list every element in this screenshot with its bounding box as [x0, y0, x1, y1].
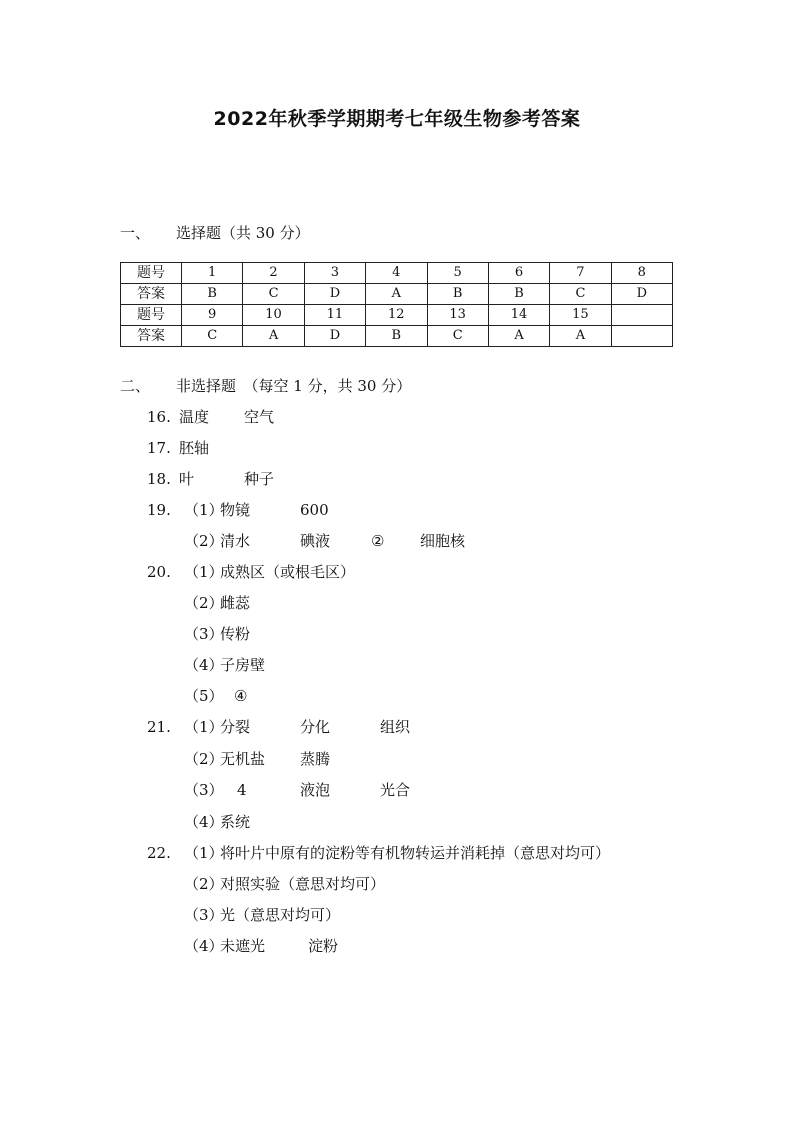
- question-number: 16.: [147, 408, 171, 426]
- table-cell: 5: [427, 263, 488, 284]
- answer-text: 细胞核: [420, 532, 466, 550]
- answer-q18: [0, 468, 794, 490]
- answer-text: 光（意思对均可）: [220, 906, 341, 924]
- answer-text: 4: [237, 781, 247, 799]
- part-label: （3）: [184, 781, 224, 799]
- table-row-header: 题号: [121, 263, 182, 284]
- answer-text: 无机盐: [220, 750, 266, 768]
- part-label: （1）: [184, 718, 224, 736]
- answer-q20-part2: [0, 592, 794, 614]
- answer-text: 分裂: [220, 718, 251, 736]
- answer-q21-part1: [0, 716, 794, 738]
- table-row: [121, 263, 673, 284]
- table-cell: [611, 326, 672, 347]
- question-number: 22.: [147, 844, 171, 862]
- table-cell: 4: [366, 263, 427, 284]
- answer-q16: [0, 406, 794, 428]
- answer-text: ②: [371, 532, 385, 550]
- answer-text: 空气: [244, 408, 275, 426]
- answer-text: 成熟区（或根毛区）: [220, 563, 356, 581]
- table-cell: 2: [243, 263, 304, 284]
- table-cell: 12: [366, 305, 427, 326]
- table-cell: D: [611, 284, 672, 305]
- answer-text: 温度: [179, 408, 210, 426]
- table-cell: A: [243, 326, 304, 347]
- table-cell: C: [427, 326, 488, 347]
- part-label: （2）: [184, 750, 224, 768]
- answer-q22-part3: [0, 904, 794, 926]
- answer-text: 蒸腾: [300, 750, 331, 768]
- section-1-label: 选择题（共 30 分）: [176, 224, 310, 242]
- table-cell: 7: [550, 263, 611, 284]
- table-cell: B: [366, 326, 427, 347]
- question-number: 19.: [147, 501, 171, 519]
- table-cell: 13: [427, 305, 488, 326]
- answer-q22-part2: [0, 873, 794, 895]
- answer-q20-part5: [0, 685, 794, 707]
- answer-q22-part1: [0, 842, 794, 864]
- section-1-heading: [120, 222, 310, 243]
- table-cell: A: [488, 326, 549, 347]
- answer-q20-part1: [0, 561, 794, 583]
- answer-text: 分化: [300, 718, 331, 736]
- answer-text: 叶: [179, 470, 195, 488]
- answer-q19-part2: [0, 530, 794, 552]
- part-label: （3）: [184, 625, 224, 643]
- table-cell: 6: [488, 263, 549, 284]
- answer-text: ④: [234, 687, 248, 705]
- table-cell: B: [488, 284, 549, 305]
- answer-text: 种子: [244, 470, 275, 488]
- answer-text: 雌蕊: [220, 594, 251, 612]
- answer-text: 物镜: [220, 501, 251, 519]
- answer-q19-part1: [0, 499, 794, 521]
- table-cell: D: [304, 284, 365, 305]
- answer-q20-part4: [0, 654, 794, 676]
- table-cell: 9: [182, 305, 243, 326]
- section-2-heading: [120, 375, 411, 396]
- answer-text: 子房壁: [220, 656, 266, 674]
- answer-text: 系统: [220, 813, 251, 831]
- answer-text: 光合: [380, 781, 411, 799]
- question-number: 21.: [147, 718, 171, 736]
- question-number: 20.: [147, 563, 171, 581]
- answer-q20-part3: [0, 623, 794, 645]
- table-row: [121, 326, 673, 347]
- table-cell: 14: [488, 305, 549, 326]
- table-cell: [611, 305, 672, 326]
- answer-text: 淀粉: [308, 937, 339, 955]
- table-cell: B: [427, 284, 488, 305]
- table-cell: C: [243, 284, 304, 305]
- answer-q22-part4: [0, 935, 794, 957]
- answer-text: 清水: [220, 532, 251, 550]
- answer-text: 将叶片中原有的淀粉等有机物转运并消耗掉（意思对均可）: [220, 844, 611, 862]
- part-label: （5）: [184, 687, 224, 705]
- section-2-number: 二、: [120, 377, 151, 395]
- section-1-number: 一、: [120, 224, 151, 242]
- table-cell: C: [550, 284, 611, 305]
- part-label: （1）: [184, 501, 224, 519]
- table-row-header: 答案: [121, 284, 182, 305]
- answer-q21-part2: [0, 748, 794, 770]
- part-label: （4）: [184, 937, 224, 955]
- table-cell: 1: [182, 263, 243, 284]
- table-cell: B: [182, 284, 243, 305]
- part-label: （1）: [184, 563, 224, 581]
- part-label: （4）: [184, 813, 224, 831]
- answer-text: 碘液: [300, 532, 331, 550]
- table-cell: 11: [304, 305, 365, 326]
- table-row-header: 题号: [121, 305, 182, 326]
- part-label: （1）: [184, 844, 224, 862]
- answer-text: 液泡: [300, 781, 331, 799]
- answer-text: 组织: [380, 718, 411, 736]
- answer-text: 未遮光: [220, 937, 266, 955]
- table-cell: 8: [611, 263, 672, 284]
- table-row: [121, 284, 673, 305]
- part-label: （3）: [184, 906, 224, 924]
- question-number: 18.: [147, 470, 171, 488]
- answer-q21-part4: [0, 811, 794, 833]
- table-row: [121, 305, 673, 326]
- table-cell: C: [182, 326, 243, 347]
- section-2-label: 非选择题 （每空 1 分，共 30 分）: [176, 377, 412, 395]
- answer-text: 胚轴: [179, 439, 210, 457]
- table-cell: D: [304, 326, 365, 347]
- part-label: （4）: [184, 656, 224, 674]
- part-label: （2）: [184, 875, 224, 893]
- table-cell: 10: [243, 305, 304, 326]
- answer-q17: [0, 437, 794, 459]
- table-cell: 3: [304, 263, 365, 284]
- page-title: 2022年秋季学期期考七年级生物参考答案: [213, 108, 581, 130]
- part-label: （2）: [184, 532, 224, 550]
- multiple-choice-answer-table: [120, 262, 673, 347]
- question-number: 17.: [147, 439, 171, 457]
- table-cell: 15: [550, 305, 611, 326]
- answer-text: 对照实验（意思对均可）: [220, 875, 386, 893]
- table-cell: A: [550, 326, 611, 347]
- part-label: （2）: [184, 594, 224, 612]
- answer-q21-part3: [0, 779, 794, 801]
- answer-text: 600: [300, 501, 329, 519]
- table-cell: A: [366, 284, 427, 305]
- answer-text: 传粉: [220, 625, 251, 643]
- table-row-header: 答案: [121, 326, 182, 347]
